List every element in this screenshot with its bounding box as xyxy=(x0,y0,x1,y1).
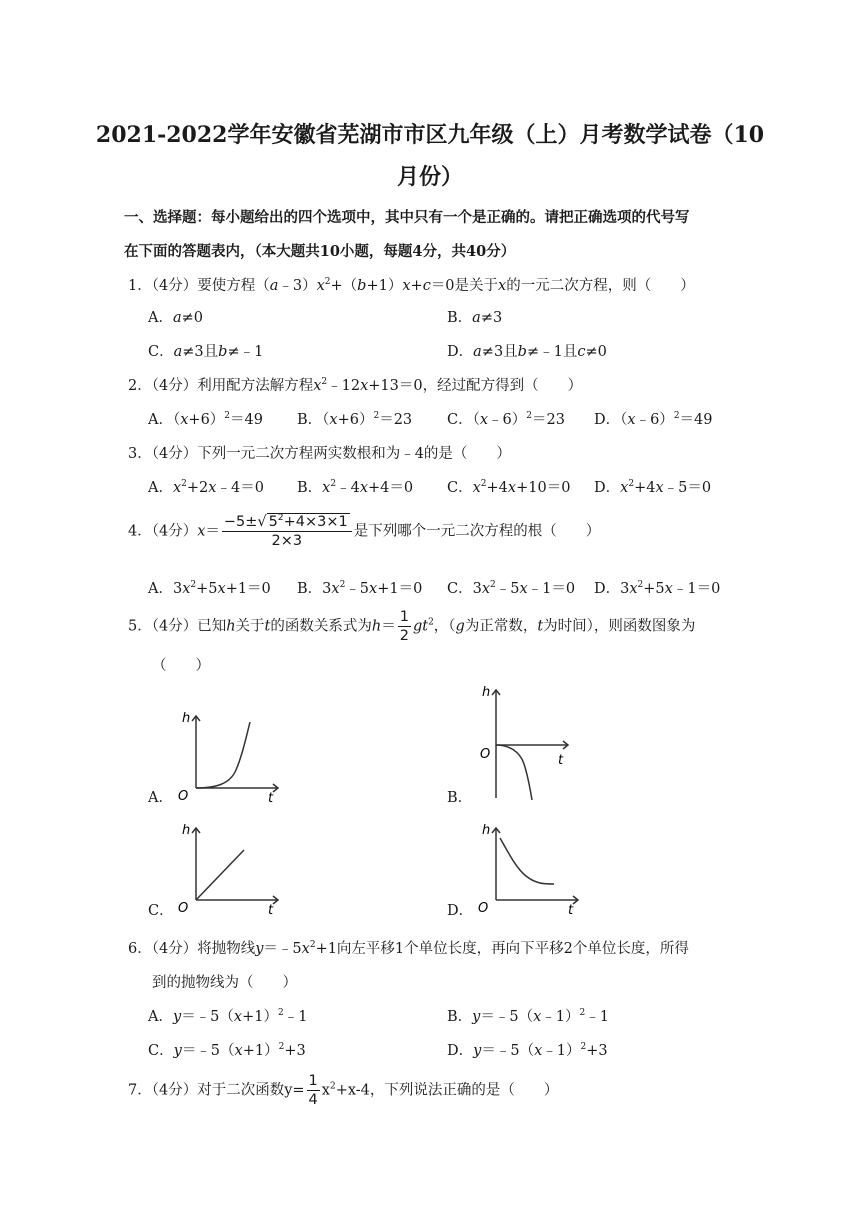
one-half-fraction: $\frac{1}{2}$ xyxy=(399,609,409,644)
question-4-option-c[interactable]: C．$3x^2﹣5x﹣1=0$ xyxy=(447,580,576,597)
quadratic-formula-fraction: $\frac{-5\pm√ 5^2+4\times 3\times 1}{2\times 3}$ xyxy=(222,513,352,550)
question-1-stem: 1．（4分）要使方程$(a﹣3)x^2+(b+1)x+c=0$是关于x的一元二次方程，则（ ） xyxy=(128,277,695,294)
graph-c-t-label: t xyxy=(268,903,274,918)
question-3-stem: 3．（4分）下列一元二次方程两实数根和为﹣4的是（ ） xyxy=(128,446,511,462)
graph-a-t-label: t xyxy=(268,791,274,806)
graph-d-t-label: t xyxy=(568,903,574,918)
question-1-option-c[interactable]: C．a≠3且b≠﹣1 xyxy=(148,344,264,360)
question-5-option-a-label[interactable]: A． xyxy=(148,790,173,806)
question-3-option-a[interactable]: A．$x^2+2x﹣4=0$ xyxy=(148,479,264,496)
question-6-option-c[interactable]: C．$y=﹣5(x+1)^2+3$ xyxy=(148,1042,306,1059)
question-6-option-d[interactable]: D．y＝﹣5（x﹣1）$^2$+3 xyxy=(447,1042,608,1059)
graph-a-h-label: h xyxy=(182,711,191,726)
question-2-option-b[interactable]: B．$(x+6)^2=23$ xyxy=(297,411,413,428)
question-4-stem: 4．（4分）x＝ $\frac{-5\pm√ 5^2+4\times 3\times 1}{2\times 3}$ 是下列哪个一元二次方程的根（ ） xyxy=(128,513,601,549)
question-5-option-d-label[interactable]: D． xyxy=(447,903,474,919)
question-4-option-a[interactable]: A．$3x^2+5x+1=0$ xyxy=(148,580,271,597)
question-1-option-a[interactable]: A．a≠0 xyxy=(148,310,204,326)
question-5-option-c-label[interactable]: C． xyxy=(148,903,174,919)
graph-c-origin: O xyxy=(178,901,189,916)
question-7-stem: 7．（4分）对于二次函数y= $\frac{1}{4}$ $x^2+x-4$，下列说法正确的是（ ） xyxy=(128,1073,559,1108)
graph-option-a[interactable] xyxy=(168,700,288,810)
question-2-option-c[interactable]: C．（x﹣6）$^2$＝23 xyxy=(447,411,565,428)
question-2-stem: 2．（4分）利用配方法解方程$x^2﹣12x+13=0$，经过配方得到（ ） xyxy=(128,377,583,394)
question-6-stem-line2: 到的抛物线为（ ） xyxy=(152,975,297,991)
question-1-option-d[interactable]: D．a≠3且b≠﹣1且c≠0 xyxy=(447,344,607,360)
section-heading-line1: 一、选择题：每小题给出的四个选项中，其中只有一个是正确的。请把正确选项的代号写 xyxy=(124,209,690,226)
question-2-option-d[interactable]: D．（x﹣6）$^2$＝49 xyxy=(594,411,713,428)
graph-option-d[interactable] xyxy=(468,812,588,922)
graph-c-h-label: h xyxy=(182,823,191,838)
exam-title-line2: 月份） xyxy=(396,164,463,190)
question-2-option-a[interactable]: A．$(x+6)^2=49$ xyxy=(148,411,263,428)
question-4-option-b[interactable]: B．$3x^2﹣5x+1=0$ xyxy=(297,580,423,597)
question-5-option-b-label[interactable]: B． xyxy=(447,790,473,806)
section-heading-line2: 在下面的答题表内，（本大题共10小题，每题4分，共40分） xyxy=(124,243,516,260)
question-6-stem: 6．（4分）将抛物线$y=﹣5x^2+1$向左平移1个单位长度，再向下平移2个单位长度，所得 xyxy=(128,940,689,957)
question-6-option-a[interactable]: A．$y=﹣5(x+1)^2﹣1$ xyxy=(148,1008,308,1025)
question-1-option-b[interactable]: B．a≠3 xyxy=(447,310,503,326)
question-5-stem: 5．（4分）已知h关于t的函数关系式为h＝ $\frac{1}{2}$ $gt^2$，（g为正常数，t为时间），则函数图象为 xyxy=(128,609,696,644)
graph-option-c[interactable] xyxy=(168,812,288,922)
question-3-option-d[interactable]: D．$x^2+4x﹣5=0$ xyxy=(594,479,712,496)
question-4-option-d[interactable]: D．$3x^2+5x﹣1=0$ xyxy=(594,580,721,597)
question-3-option-c[interactable]: C．$x^2+4x+10=0$ xyxy=(447,479,571,496)
question-3-option-b[interactable]: B．$x^2﹣4x+4=0$ xyxy=(297,479,414,496)
exam-title-line1: 2021-2022学年安徽省芜湖市市区九年级（上）月考数学试卷（10 xyxy=(95,122,765,148)
graph-b-h-label: h xyxy=(482,685,491,700)
question-5-answer-paren: （ ） xyxy=(152,658,210,674)
graph-option-b[interactable] xyxy=(468,680,588,805)
graph-a-origin: O xyxy=(178,789,189,804)
graph-b-origin: O xyxy=(480,747,491,762)
one-quarter-fraction: $\frac{1}{4}$ xyxy=(308,1073,318,1108)
graph-d-h-label: h xyxy=(482,823,491,838)
graph-d-origin: O xyxy=(478,901,489,916)
graph-b-t-label: t xyxy=(558,753,564,768)
question-6-option-b[interactable]: B．y＝﹣5（x﹣1）$^2$﹣1 xyxy=(447,1008,609,1025)
